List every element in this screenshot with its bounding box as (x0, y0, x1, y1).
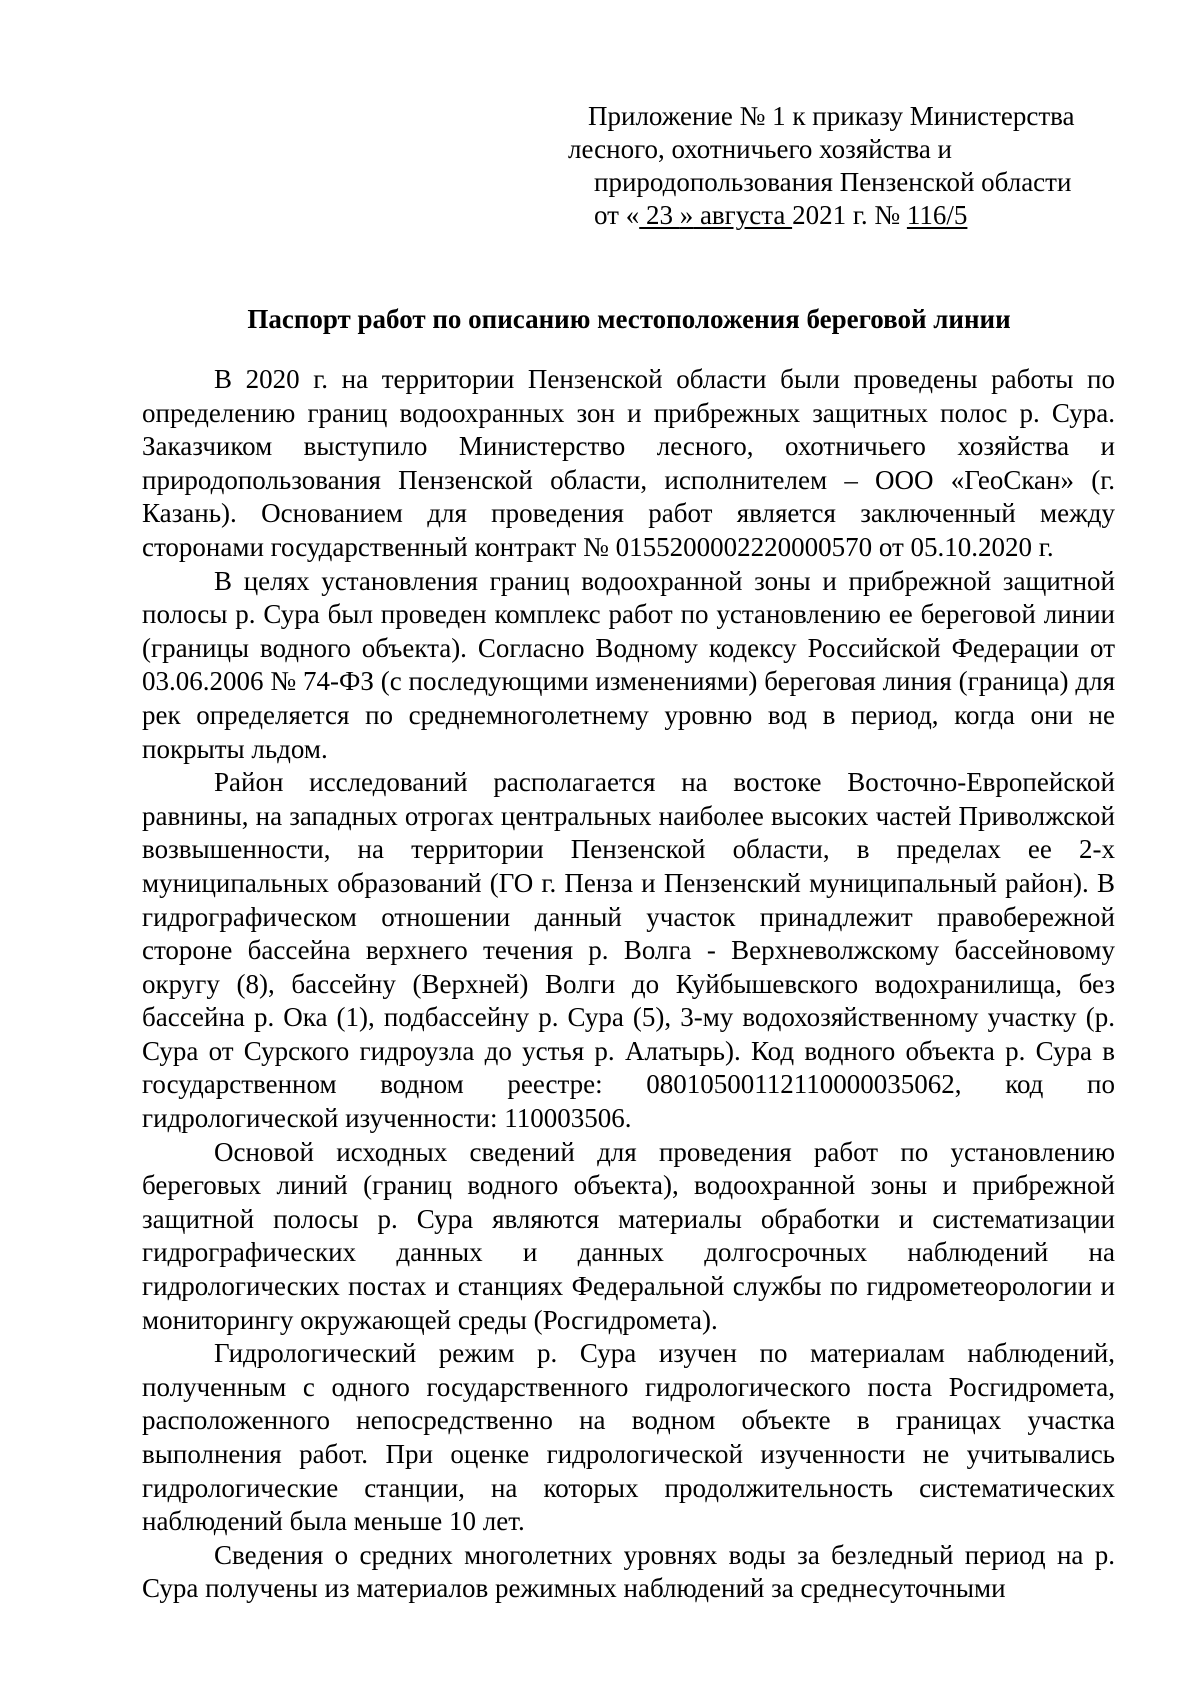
date-mid: » (679, 200, 694, 230)
header-line-3: природопользования Пензенской области (594, 167, 1072, 197)
header-line-2: лесного, охотничьего хозяйства и (568, 134, 952, 164)
paragraph: Сведения о средних многолетних уровнях воды за безледный период на р. Сура получены из материалов режимных наблюдений за среднесуточными (142, 1539, 1115, 1604)
date-month: августа (693, 200, 793, 230)
paragraph: Район исследований располагается на востоке Восточно-Европейской равнины, на западных отрогах центральных наиболее высоких частей Приволжской возвышенности, на территории Пензенской области, в пределах ее 2-х муниципальных образований (ГО г. Пенза и Пензенский муниципальный район). В гидрографическом отношении данный участок принадлежит правобережной стороне бассейна верхнего течения р. Волга - Верхневолжскому бассейновому округу (8), бассейну (Верхней) Волги до Куйбышевского водохранилища, без бассейна р. Ока (1), подбассейну р. Сура (5), 3-му водохозяйственному участку (р. Сура от Сурского гидроузла до устья р. Алатырь). Код водного объекта р. Сура в государственном водном реестре: 08010500112110000035062, код по гидрологической изученности: 110003506. (142, 767, 1115, 1134)
paragraph: В целях установления границ водоохранной зоны и прибрежной защитной полосы р. Сура был проведен комплекс работ по установлению ее береговой линии (границы водного объекта). Согласно Водному кодексу Российской Федерации от 03.06.2006 № 74-ФЗ (с последующими изменениями) береговая линия (граница) для рек определяется по среднемноголетнему уровню вод в период, когда они не покрыты льдом. (142, 565, 1115, 764)
appendix-header (560, 100, 1120, 232)
order-number: 116/5 (906, 200, 968, 230)
document-body (142, 363, 1115, 1606)
paragraph: Основой исходных сведений для проведения работ по установлению береговых линий (границ водного объекта), водоохранной зоны и прибрежной защитной полосы р. Сура являются материалы обработки и систематизации гидрографических данных и данных долгосрочных наблюдений на гидрологических постах и станциях Федеральной службы по гидрометеорологии и мониторингу окружающей среды (Росгидромета). (142, 1136, 1115, 1335)
paragraph: Гидрологический режим р. Сура изучен по материалам наблюдений, полученным с одного государственного гидрологического поста Росгидромета, расположенного непосредственно на водном объекте в границах участка выполнения работ. При оценке гидрологической изученности не учитывались гидрологические станции, на которых продолжительность систематических наблюдений была меньше 10 лет. (142, 1338, 1115, 1537)
paragraph: В 2020 г. на территории Пензенской области были проведены работы по определению границ водоохранных зон и прибрежных защитных полос р. Сура. Заказчиком выступило Министерство лесного, охотничьего хозяйства и природопользования Пензенской области, исполнителем – ООО «ГеоСкан» (г. Казань). Основанием для проведения работ является заключенный между сторонами государственный контракт № 0155200002220000570 от 05.10.2020 г. (142, 364, 1115, 562)
date-prefix: от « (594, 200, 640, 230)
document-title: Паспорт работ по описанию местоположения береговой линии (247, 304, 1011, 334)
header-date-line (560, 199, 1120, 232)
date-day: 23 (639, 200, 680, 230)
header-line-1: Приложение № 1 к приказу Министерства (588, 101, 1075, 131)
date-year: 2021 г. № (792, 200, 907, 230)
